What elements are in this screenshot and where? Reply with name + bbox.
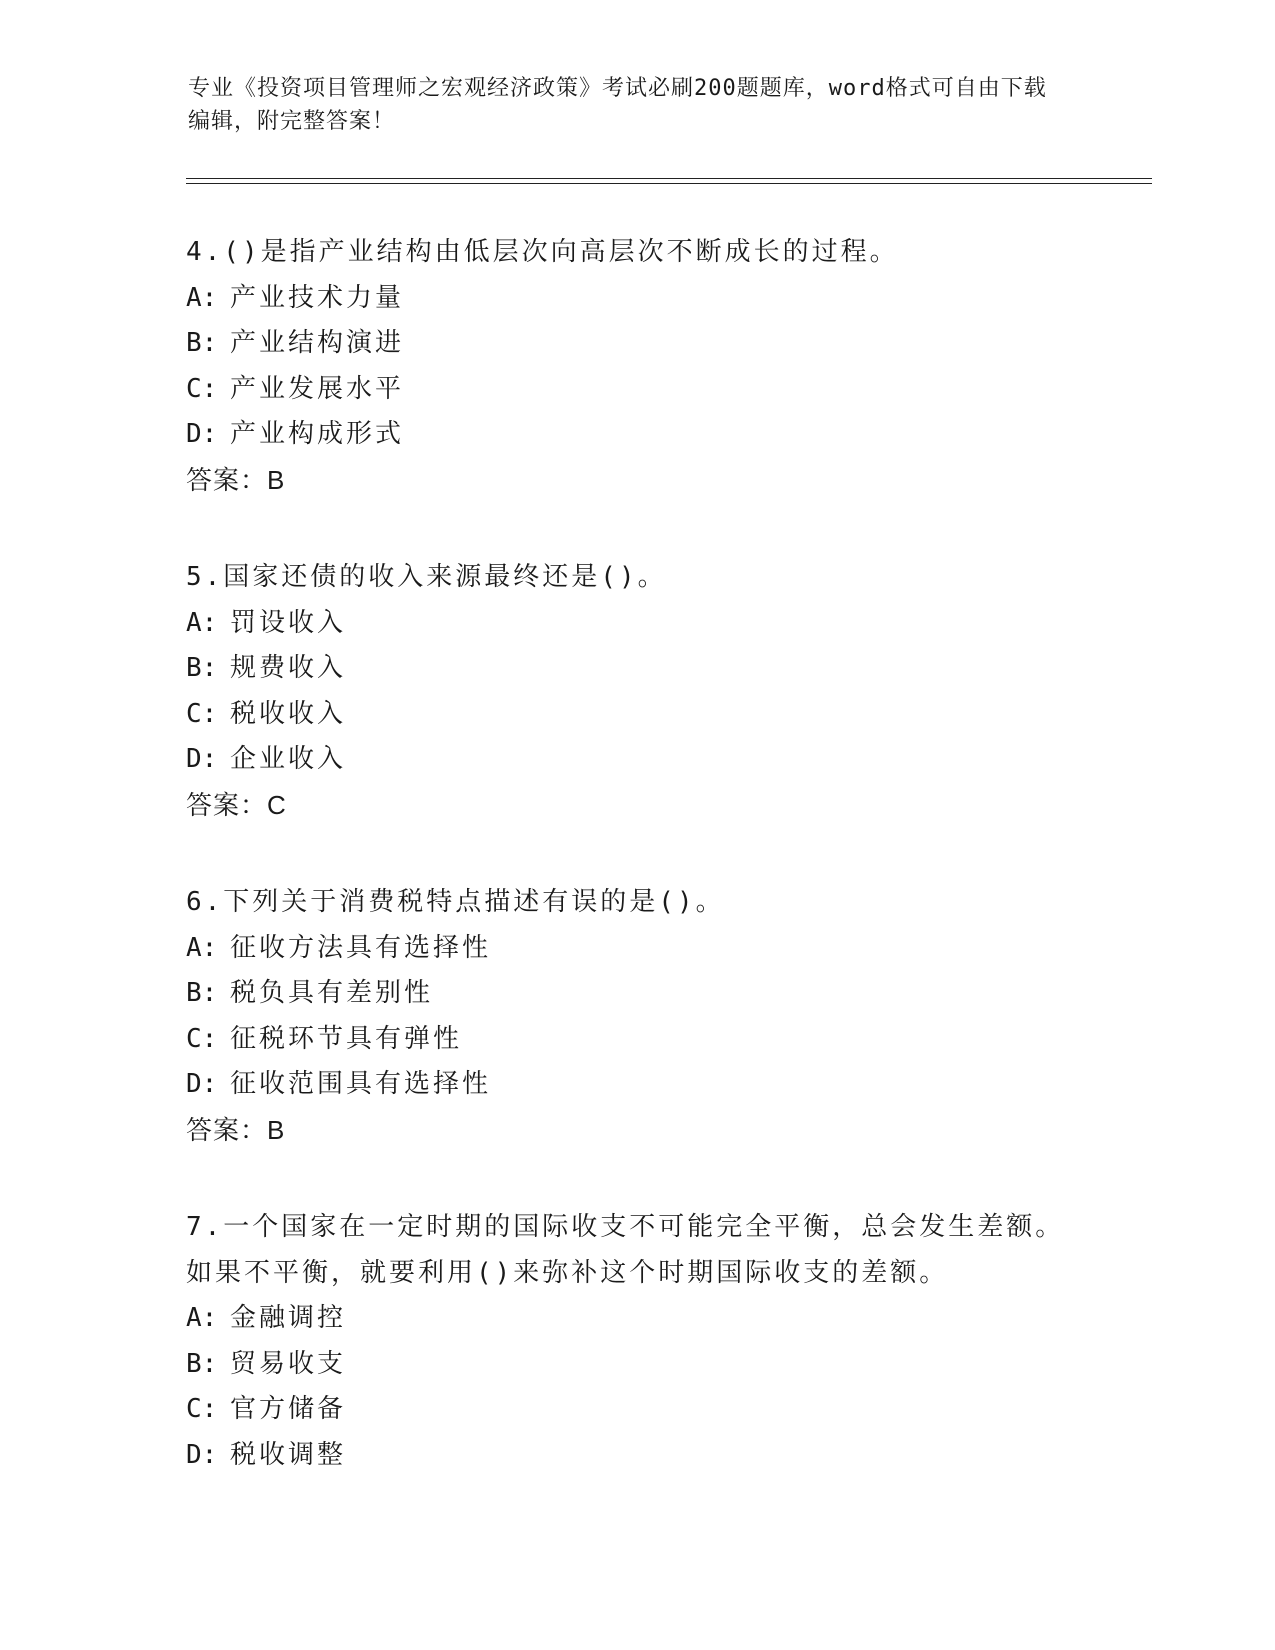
question-6 xyxy=(186,880,1146,1153)
question-stem: 4.()是指产业结构由低层次向高层次不断成长的过程。 xyxy=(186,237,899,267)
option-b xyxy=(186,646,1146,692)
option-text: 规费收入 xyxy=(230,653,347,683)
option-letter: C: xyxy=(186,698,218,729)
question-4 xyxy=(186,230,1146,503)
option-letter: B: xyxy=(186,653,218,683)
question-stem: 6.下列关于消费税特点描述有误的是()。 xyxy=(186,887,725,917)
option-a xyxy=(186,926,1146,972)
option-letter: D: xyxy=(186,1069,218,1099)
option-d xyxy=(186,412,1146,458)
option-letter: A: xyxy=(186,932,218,963)
header-divider-top xyxy=(186,178,1152,179)
option-letter: B: xyxy=(186,1348,218,1379)
option-letter: A: xyxy=(186,607,218,638)
option-text: 税负具有差别性 xyxy=(230,978,434,1008)
option-text: 贸易收支 xyxy=(230,1348,347,1379)
option-letter: B: xyxy=(186,978,218,1008)
option-d xyxy=(186,1433,1146,1479)
option-letter: C: xyxy=(186,373,218,404)
option-text: 金融调控 xyxy=(230,1303,347,1333)
option-letter: B: xyxy=(186,328,218,358)
header-divider-bottom xyxy=(186,183,1152,184)
option-text: 税收调整 xyxy=(230,1439,347,1470)
option-letter: C: xyxy=(186,1023,218,1054)
option-a xyxy=(186,276,1146,322)
option-d xyxy=(186,737,1146,783)
question-list xyxy=(186,230,1146,1530)
option-text: 征收范围具有选择性 xyxy=(230,1069,492,1099)
option-text: 产业构成形式 xyxy=(230,419,405,449)
option-b xyxy=(186,971,1146,1017)
option-c xyxy=(186,1387,1146,1433)
option-text: 企业收入 xyxy=(230,744,347,774)
option-letter: D: xyxy=(186,1439,218,1470)
question-7 xyxy=(186,1205,1146,1478)
option-letter: A: xyxy=(186,282,218,313)
option-text: 税收收入 xyxy=(230,698,347,729)
option-text: 征税环节具有弹性 xyxy=(230,1023,463,1054)
question-stem: 5.国家还债的收入来源最终还是()。 xyxy=(186,562,667,592)
option-text: 产业结构演进 xyxy=(230,328,405,358)
option-text: 征收方法具有选择性 xyxy=(230,932,492,963)
option-a xyxy=(186,601,1146,647)
option-letter: D: xyxy=(186,744,218,774)
option-text: 官方储备 xyxy=(230,1394,347,1424)
answer-label: 答案：C xyxy=(186,789,287,820)
document-intro: 专业《投资项目管理师之宏观经济政策》考试必刷200题题库，word格式可自由下载编辑，附完整答案！ xyxy=(188,76,1047,134)
option-letter: C: xyxy=(186,1394,218,1424)
answer-label: 答案：B xyxy=(186,464,286,495)
option-text: 产业技术力量 xyxy=(230,282,405,313)
option-text: 罚设收入 xyxy=(230,607,347,638)
option-a xyxy=(186,1296,1146,1342)
option-b xyxy=(186,321,1146,367)
option-d xyxy=(186,1062,1146,1108)
question-stem-line-1: 7.一个国家在一定时期的国际收支不可能完全平衡，总会发生差额。 xyxy=(186,1212,1065,1242)
option-letter: A: xyxy=(186,1303,218,1333)
question-stem xyxy=(186,1205,1146,1296)
option-letter: D: xyxy=(186,419,218,449)
answer-label: 答案：B xyxy=(186,1114,286,1145)
option-c xyxy=(186,692,1146,738)
option-b xyxy=(186,1342,1146,1388)
option-text: 产业发展水平 xyxy=(230,373,405,404)
question-stem-line-2: 如果不平衡，就要利用()来弥补这个时期国际收支的差额。 xyxy=(186,1257,949,1288)
question-5 xyxy=(186,555,1146,828)
option-c xyxy=(186,1017,1146,1063)
option-c xyxy=(186,367,1146,413)
